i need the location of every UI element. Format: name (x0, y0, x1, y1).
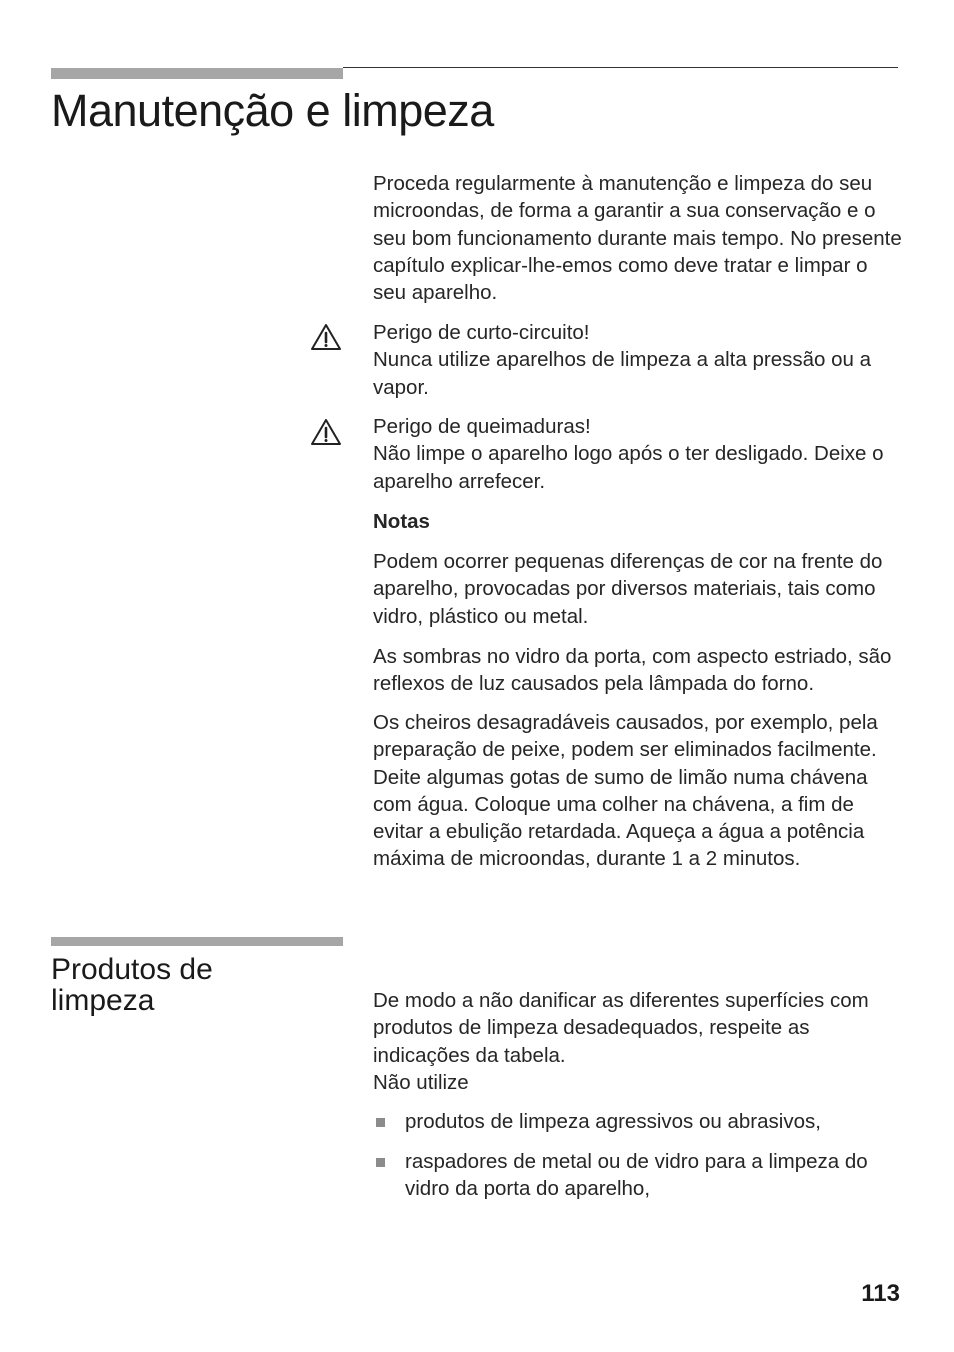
list-item (373, 1148, 903, 1203)
note-paragraph (373, 548, 903, 630)
warning-triangle-icon (309, 322, 343, 352)
note-paragraph (373, 643, 903, 698)
warning-title: Perigo de curto-circuito! (373, 321, 590, 344)
list-item-text: produtos de limpeza agressivos ou abrasivos, (405, 1110, 821, 1133)
header-rule-thick (51, 68, 343, 79)
page-title: Manutenção e limpeza (51, 85, 494, 136)
section-title: Produtos de limpeza (51, 953, 213, 1017)
list-item-text: raspadores de metal ou de vidro para a limpeza do vidro da porta do aparelho, (405, 1150, 868, 1201)
section-intro (373, 987, 903, 1096)
note-text: Podem ocorrer pequenas diferenças de cor na frente do aparelho, provocadas por diversos materiais, tais como vidro, plástico ou metal. (373, 550, 883, 628)
note-text: As sombras no vidro da porta, com aspecto estriado, são reflexos de luz causados pela lâmpada do forno. (373, 645, 892, 696)
warning-block-short-circuit (373, 319, 903, 401)
section-rule (51, 937, 343, 946)
list-item (373, 1108, 903, 1135)
warning-block-burns (373, 413, 903, 495)
section-lead-text: Não utilize (373, 1070, 469, 1094)
intro-text: Proceda regularmente à manutenção e limpeza do seu microondas, de forma a garantir a sua conservação e o seu bom funcionamento durante mais tempo. No presente capítulo explicar-lhe-emos como deve tratar e limpar o seu aparelho. (373, 172, 902, 305)
note-text: Os cheiros desagradáveis causados, por exemplo, pela preparação de peixe, podem ser eliminados facilmente. Deite algumas gotas de sumo de limão numa chávena com água. Coloque uma colher na chávena, a fim de evitar a ebulição retardada. Aqueça a água a potência máxima de microondas, durante 1 a 2 minutos. (373, 711, 878, 871)
notes-heading: Notas (373, 510, 430, 533)
bullet-square-icon (376, 1158, 385, 1167)
notes-heading-block (373, 508, 903, 535)
warning-text: Não limpe o aparelho logo após o ter desligado. Deixe o aparelho arrefecer. (373, 442, 884, 493)
warning-title: Perigo de queimaduras! (373, 415, 591, 438)
header-rule-thin (343, 67, 898, 68)
bullet-square-icon (376, 1118, 385, 1127)
section-intro-text: De modo a não danificar as diferentes superfícies com produtos de limpeza desadequados, respeite as indicações da tabela. (373, 989, 869, 1067)
page-number: 113 (861, 1280, 900, 1307)
warning-text: Nunca utilize aparelhos de limpeza a alta pressão ou a vapor. (373, 348, 871, 399)
note-paragraph (373, 709, 903, 873)
intro-paragraph (373, 170, 903, 306)
warning-triangle-icon (309, 417, 343, 447)
